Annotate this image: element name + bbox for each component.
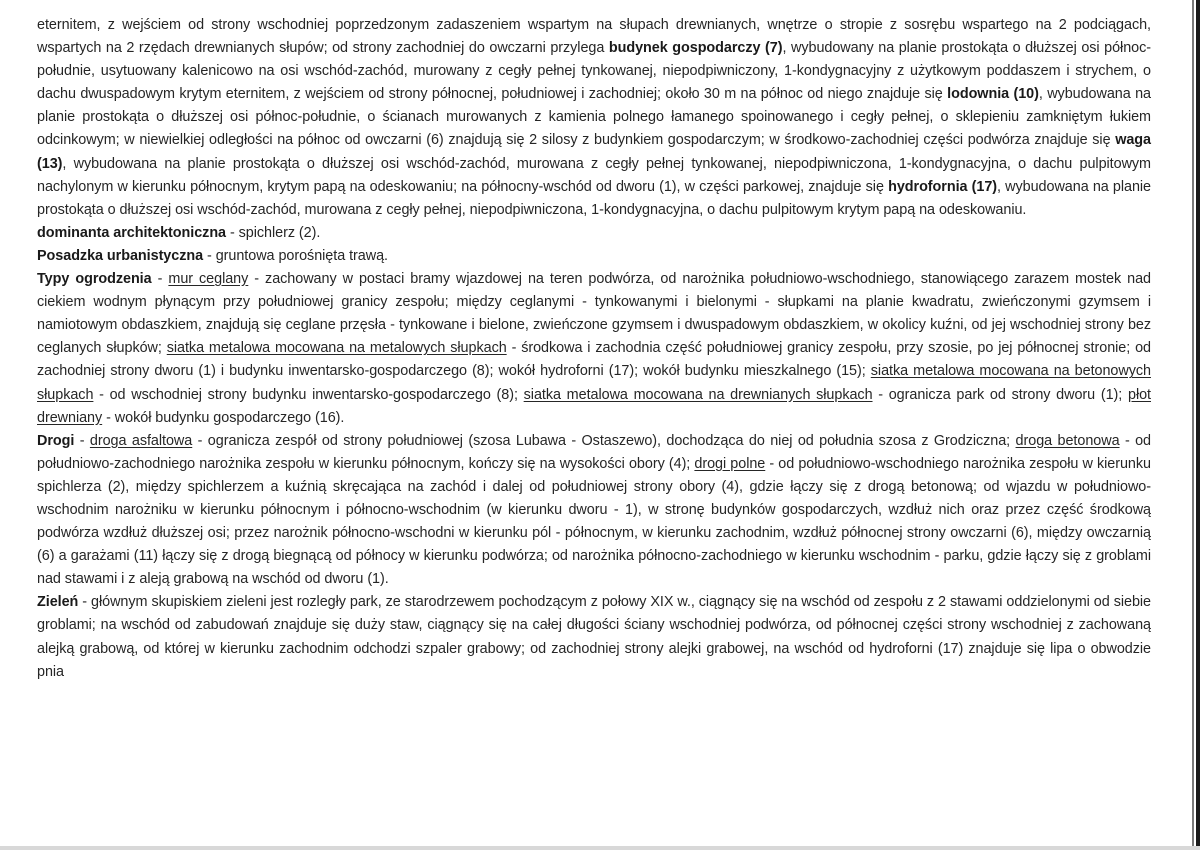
body-text-run: - — [74, 432, 90, 449]
bold-heading-text: waga (13) — [37, 132, 1151, 172]
paragraph — [37, 245, 1151, 268]
document-body-text — [37, 14, 1151, 684]
body-text-run: - wokół budynku gospodarczego (16). — [102, 409, 345, 426]
paragraph — [37, 268, 1151, 430]
body-text-run: - od południowo-zachodniego narożnika zespołu w kierunku północnym, kończy się na wysokości obory (4); — [37, 432, 1152, 472]
underlined-term: mur ceglany — [168, 271, 249, 288]
body-text-run: - od południowo-wschodniego narożnika zespołu w kierunku spichlerza (2), między spichlerzem a kuźnią skręcająca na zachód i dalej od południowej strony obory (4), gdzie łączy się z drogą betonową; od wjazdu w południowo-wschodnim narożniku w kierunku północnym i północno-wschodnim (w kierunku dworu - 1), w stronę budynków gospodarczych, wzdłuż nich oraz przez część środkową podwórza wzdłuż dłuższej osi; przez narożnik północno-wschodni w kierunku pól - północnym, w kierunku zachodnim, wzdłuż północnej strony owczarni (6), między owczarnią (6) a garażami (11) łączy się z drogą biegnącą od północy w kierunku podwórza; od narożnika północno-zachodniego w kierunku wschodnim - parku, gdzie łączy się z groblami nad stawami i z aleją grabową na wschód od dworu (1). — [37, 455, 1151, 588]
scan-edge-right-shadow — [1192, 0, 1194, 850]
body-text-run: - gruntowa porośnięta trawą. — [203, 247, 388, 264]
body-text-run: - głównym skupiskiem zieleni jest rozległy park, ze starodrzewem pochodzącym z połowy XIX w., ciągnący się na wschód od zespołu z 2 stawami oddzielonymi od siebie groblami; na wschód od zabudowań znajduje się duży staw, ciągnący się na całej długości ściany wschodniej podwórza, od północnej części strony wschodniej z zachowaną alejką grabową, od której w kierunku zachodnim odchodzi szpaler grabowy; od zachodniej strony alejki grabowej, na wschód od hydroforni (17) znajduje się lipa o obwodzie pnia — [37, 594, 1151, 680]
body-text-run: , wybudowana na planie prostokąta o dłuższej osi północ-południe, o ścianach murowanych z kamienia polnego łamanego spoinowanego i cegły pełnej, o sklepieniu zamkniętym łukiem odcinkowym; w niewielkiej odległości na północ od owczarni (6) znajdują się 2 silosy z budynkiem gospodarczym; w środkowo-zachodniej części podwórza znajduje się — [37, 86, 1151, 149]
body-text-run: - ogranicza zespół od strony południowej (szosa Lubawa - Ostaszewo), dochodząca do niej od południa szosa z Grodziczna; — [192, 432, 1016, 449]
bold-heading-text: hydrofornia (17) — [888, 178, 998, 195]
underlined-term: drogi polne — [694, 455, 766, 472]
body-text-run: , wybudowana na planie prostokąta o dłuższej osi wschód-zachód, murowana z cegły pełnej tynkowanej, niepodpiwniczona, 1-kondygnacyjna, o dachu pulpitowym nachylonym w kierunku północnym, krytym papą na odeskowaniu; na północny-wschód od dworu (1), w części parkowej, znajduje się — [37, 155, 1151, 195]
bold-heading-text: lodownia (10) — [947, 86, 1039, 103]
body-text-run: - zachowany w postaci bramy wjazdowej na teren podwórza, od narożnika południowo-wschodniego, stanowiącego zarazem mostek nad ciekiem wodnym płynącym przy południowej granicy zespołu; między ceglanymi - tynkowanymi i bielonymi - słupkami na planie kwadratu, zwieńczonymi gzymsem i namiotowym obdaszkiem, znajdują się ceglane przęsła - tynkowane i bielone, zwieńczone gzymsem i dwuspadowym obdaszkiem, w okolicy kuźni, od jej wschodniej strony bez ceglanych słupków; — [37, 271, 1151, 357]
paragraph — [37, 222, 1151, 245]
paragraph — [37, 430, 1151, 592]
bold-heading-text: budynek gospodarczy (7) — [608, 40, 783, 57]
underlined-term: siatka metalowa mocowana na drewnianych słupkach — [523, 386, 873, 403]
underlined-term: siatka metalowa mocowana na betonowych słupkach — [37, 363, 1151, 403]
body-text-run: - — [151, 271, 169, 288]
body-text-run: , wybudowany na planie prostokąta o dłuższej osi północ-południe, usytuowany kalenicowo na osi wschód-zachód, murowany z cegły pełnej tynkowanej, niepodpiwniczony, 1-kondygnacyjny z użytkowym poddaszem i strychem, o dachu dwuspadowym krytym eternitem, z wejściem od strony północnej, południowej i zachodniej; około 30 m na północ od niego znajduje się — [37, 40, 1151, 103]
body-text-run: - ogranicza park od strony dworu (1); — [872, 386, 1128, 403]
body-text-run: eternitem, z wejściem od strony wschodniej poprzedzonym zadaszeniem wspartym na słupach drewnianych, wnętrze o stropie z sosrębu wspartego na 2 podciągach, wspartych na 2 rzędach drewnianych słupów; od strony zachodniej do owczarni przylega — [37, 17, 1151, 57]
underlined-term: płot drewniany — [37, 386, 1151, 426]
scan-edge-bottom — [0, 846, 1200, 850]
underlined-term: siatka metalowa mocowana na metalowych słupkach — [166, 340, 507, 357]
body-text-run: - środkowa i zachodnia część południowej granicy zespołu, przy szosie, po jej północnej stronie; od zachodniej strony dworu (1) i budynku inwentarsko-gospodarczego (8); wokół hydroforni (17); wokół budynku mieszkalnego (15); — [37, 340, 1151, 380]
paragraph — [37, 14, 1151, 222]
body-text-run: - od wschodniej strony budynku inwentarsko-gospodarczego (8); — [93, 386, 524, 403]
bold-heading-text: dominanta architektoniczna — [37, 224, 227, 241]
scan-edge-right — [1196, 0, 1200, 850]
paragraph — [37, 591, 1151, 683]
body-text-run: - spichlerz (2). — [226, 224, 321, 241]
underlined-term: droga betonowa — [1015, 432, 1120, 449]
bold-heading-text: Drogi — [37, 432, 75, 449]
underlined-term: droga asfaltowa — [89, 432, 193, 449]
bold-heading-text: Zieleń — [37, 594, 79, 611]
body-text-run: , wybudowana na planie prostokąta o dłuższej osi wschód-zachód, murowana z cegły pełnej, niepodpiwniczona, 1-kondygnacyjna, o dachu pulpitowym krytym papą na odeskowaniu. — [37, 178, 1152, 218]
bold-heading-text: Typy ogrodzenia — [37, 271, 152, 288]
bold-heading-text: Posadzka urbanistyczna — [37, 247, 204, 264]
